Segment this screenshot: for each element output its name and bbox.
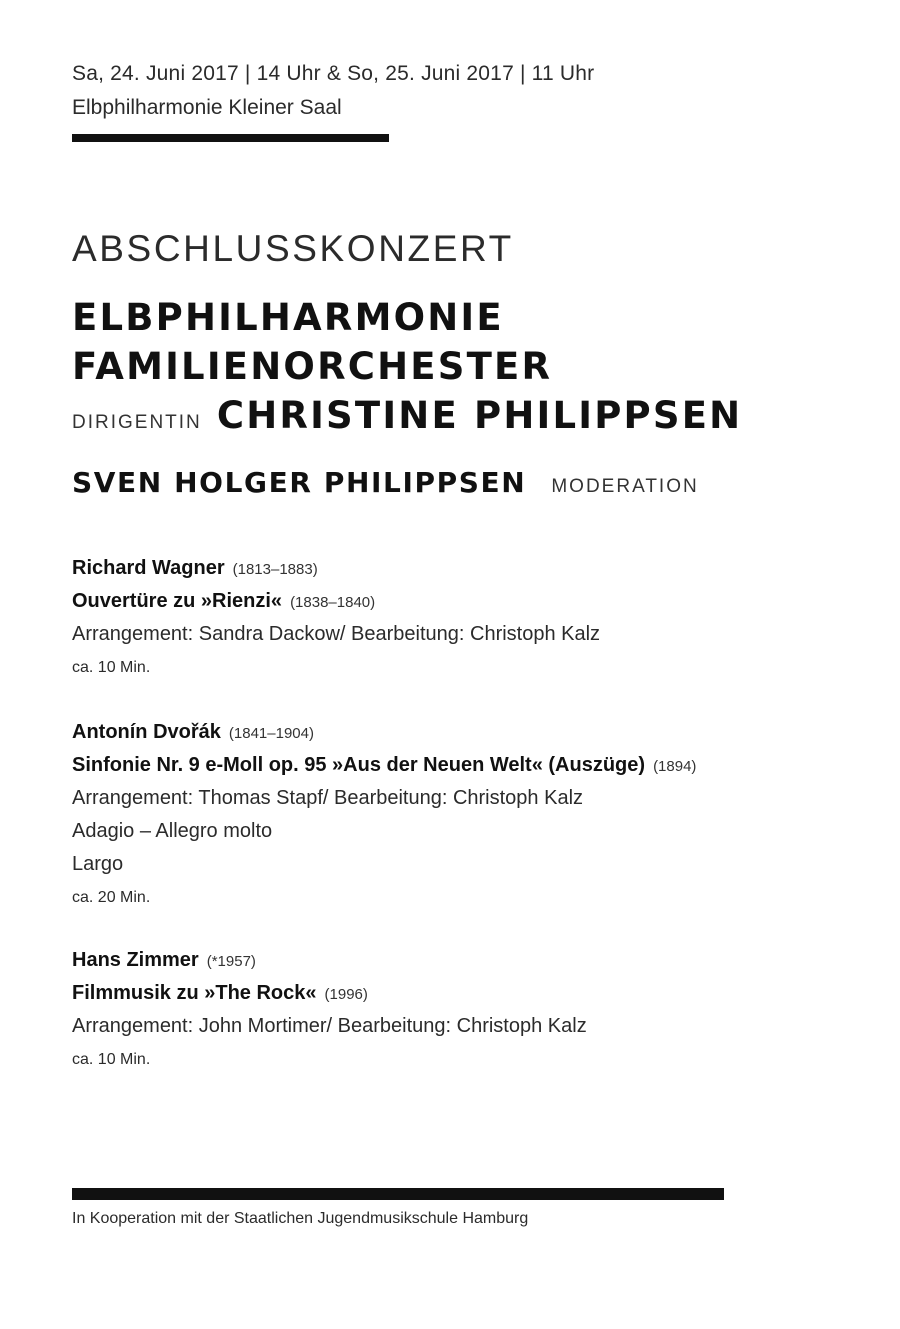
duration: ca. 20 Min.: [72, 889, 151, 906]
conductor-role: DIRIGENTIN: [72, 412, 202, 433]
composer-line: [72, 944, 852, 977]
arrangement-credit: Arrangement: Sandra Dackow/ Bearbeitung: Christoph Kalz: [72, 623, 601, 645]
program-item: [72, 944, 852, 1076]
conductor-name: CHRISTINE PHILIPPSEN: [216, 394, 743, 437]
program-item: [72, 552, 852, 684]
arrangement-credit: Arrangement: John Mortimer/ Bearbeitung: Christoph Kalz: [72, 1015, 587, 1037]
work-years: (1996): [324, 986, 368, 1003]
cooperation-note: In Kooperation mit der Staatlichen Jugendmusikschule Hamburg: [72, 1210, 529, 1227]
composer-line: [72, 716, 852, 749]
work-title: Filmmusik zu »The Rock«: [72, 982, 317, 1004]
work-title: Sinfonie Nr. 9 e-Moll op. 95 »Aus der Neuen Welt« (Auszüge): [72, 754, 646, 776]
composer-years: (*1957): [206, 953, 256, 970]
host-credit: [72, 466, 699, 499]
movement: Adagio – Allegro molto: [72, 820, 273, 842]
top-divider: [72, 134, 389, 142]
event-date-line: Sa, 24. Juni 2017 | 14 Uhr & So, 25. Juni 2017 | 11 Uhr: [72, 62, 595, 85]
work-title-line: [72, 977, 852, 1010]
orchestra-name-line-2: FAMILIENORCHESTER: [72, 345, 553, 388]
composer-name: Richard Wagner: [72, 557, 225, 579]
composer-line: [72, 552, 852, 585]
work-years: (1838–1840): [290, 594, 376, 611]
movement: Largo: [72, 853, 124, 875]
bottom-divider: [72, 1188, 724, 1200]
work-title-line: [72, 585, 852, 618]
orchestra-name-line-1: ELBPHILHARMONIE: [72, 296, 504, 339]
event-venue: Elbphilharmonie Kleiner Saal: [72, 96, 342, 119]
work-title: Ouvertüre zu »Rienzi«: [72, 590, 283, 612]
concert-type-heading: ABSCHLUSSKONZERT: [72, 228, 514, 269]
work-title-line: [72, 749, 852, 782]
program-item: [72, 716, 852, 914]
composer-name: Hans Zimmer: [72, 949, 199, 971]
duration: ca. 10 Min.: [72, 659, 151, 676]
composer-years: (1841–1904): [228, 725, 314, 742]
host-name: SVEN HOLGER PHILIPPSEN: [72, 466, 527, 499]
conductor-credit: [72, 394, 742, 437]
work-years: (1894): [653, 758, 697, 775]
duration: ca. 10 Min.: [72, 1051, 151, 1068]
composer-years: (1813–1883): [232, 561, 318, 578]
host-role: MODERATION: [551, 476, 699, 497]
arrangement-credit: Arrangement: Thomas Stapf/ Bearbeitung: Christoph Kalz: [72, 787, 584, 809]
composer-name: Antonín Dvořák: [72, 721, 221, 743]
